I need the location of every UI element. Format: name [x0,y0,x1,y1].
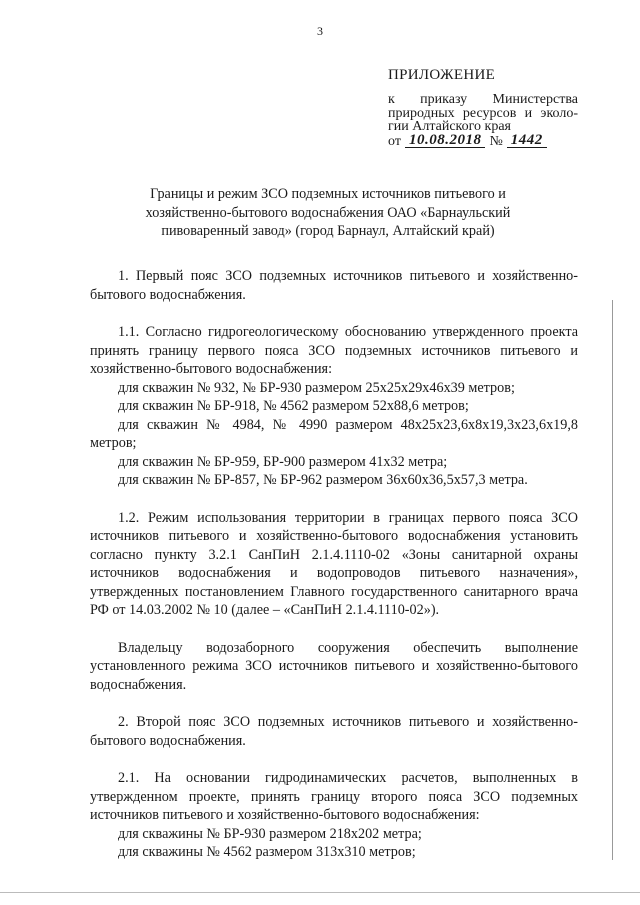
date-prefix: от [388,133,401,149]
document-title: Границы и режим ЗСО подземных источников питьевого и хозяйственно-бытового водоснабжения ОАО «Барнаульский пивоваренный завод» (город Барнаул, Алтайский край) [145,186,511,239]
order-date: 10.08.2018 [405,134,486,149]
list-item: для скважины № БР-930 размером 218х202 метра; [118,825,422,842]
appendix-title: ПРИЛОЖЕНИЕ [388,67,496,83]
section-1-1-text: 1.1. Согласно гидрогеологическому обоснованию утвержденного проекта принять границу первого пояса ЗСО подземных источников питьевого и хозяйственно-бытового водоснабжения: [90,324,578,377]
scan-bottom-line [0,892,640,893]
section-1-heading: 1. Первый пояс ЗСО подземных источников питьевого и хозяйственно-бытового водоснабжения. [90,268,578,303]
list-item: для скважин № 4984, № 4990 размером 48х25х23,6х8х19,3х23,6х19,8 метров; [90,416,578,451]
order-number: 1442 [507,134,547,149]
list-item: для скважин № БР-857, № БР-962 размером 36х60х36,5х57,3 метра. [118,472,528,488]
section-2-1-text: 2.1. На основании гидродинамических расчетов, выполненных в утвержденном проекте, принять границу второго пояса ЗСО подземных источников питьевого и хозяйственно-бытового водоснабжения: [90,770,578,823]
page-number: 3 [317,24,323,38]
section-1-2-text: 1.2. Режим использования территории в границах первого пояса ЗСО источников питьевого и хозяйственно-бытового водоснабжения установить согласно пункту 3.2.1 СанПиН 2.1.4.1110-02 «Зоны санитарной охраны источников водоснабжения и водопроводов питьевого назначения», утвержденных постановлением Главного государственного санитарного врача РФ от 14.03.2002 № 10 (далее – «СанПиН 2.1.4.1110-02»). [90,509,578,618]
order-line-1: к приказу Министерства [388,92,578,107]
order-date-line [388,131,578,149]
list-item: для скважин № БР-918, № 4562 размером 52х88,6 метров; [118,398,469,414]
order-line-2: природных ресурсов и эколо- [388,105,578,121]
section-2-heading: 2. Второй пояс ЗСО подземных источников питьевого и хозяйственно-бытового водоснабжения. [90,714,578,749]
scan-edge-line [612,300,613,860]
list-item: для скважины № 4562 размером 313х310 метров; [118,844,416,860]
order-reference [388,93,578,148]
order-line-3: гии Алтайского края [388,119,511,134]
list-item: для скважин № 932, № БР-930 размером 25х25х29х46х39 метров; [118,379,515,396]
number-prefix: № [489,133,503,149]
document-body [90,267,578,862]
list-item: для скважин № БР-959, БР-900 размером 41х32 метра; [118,453,448,470]
owner-obligation-text: Владельцу водозаборного сооружения обеспечить выполнение установленного режима ЗСО источников питьевого и хозяйственно-бытового водоснабжения. [90,639,578,693]
